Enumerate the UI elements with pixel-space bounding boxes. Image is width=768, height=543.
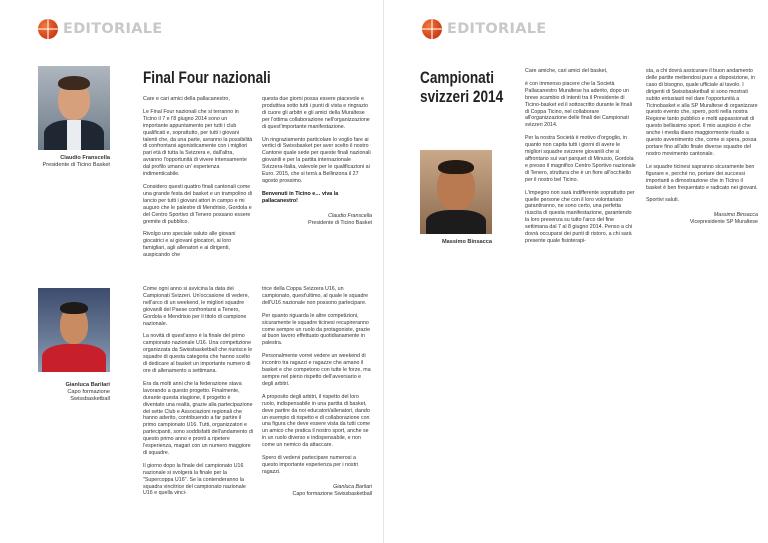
author-name: Gianluca Barilari	[65, 382, 110, 388]
author-role-line1: Capo formazione	[67, 389, 110, 395]
paragraph: Per quanto riguarda le altre competizioni, sicuramente le squadre ticinesi recupireranno come sempre un ruolo da protagoniste, grazie al buon lavoro effettuato quotidianamente in palestra.	[262, 312, 371, 347]
author-caption-barilari	[38, 382, 110, 403]
paragraph: Un ringraziamento particolare lo voglio fare ai vertici di Swissbasket per aver scelto il nostro Cantone quale sede per queste finali nazionali giovanili e per la partita internazionale Svizzera-Italia, valevole per le qualificazioni ai Euro. 2015, che si terrà a Bellinzona il 27 agosto prossimo.	[262, 136, 371, 184]
article3-col2	[646, 68, 758, 226]
article3-col1	[525, 68, 637, 251]
paragraph: trice della Coppa Svizzera U16, un campionato, quest'ultimo, al quale le squadre dell'U16 nazionale non possono partecipare.	[262, 286, 369, 306]
paragraph: Le squadre ticinesi sapranno sicuramente ben figurare e, perché no, portare dei successi importanti a dimostrazione che in Ticino il basket è ben frequentato e radicato nei giovani.	[646, 163, 758, 191]
author-name: Claudio Franscella	[60, 155, 110, 161]
paragraph: Considero questi quattro finali cantonali come una grande festa del basket e un trampolino di lancio per tutti i giovani attori in campo e mi auguro che le palestre di Mendrisio, Gordola e del Centro Sportivo di Tenero possano essere gremite di pubblico.	[143, 183, 252, 225]
article2-col1	[143, 286, 253, 503]
author-caption-franscella	[38, 155, 110, 169]
signature-binsacca	[646, 212, 758, 226]
paragraph: Sportivi saluti.	[646, 197, 679, 204]
article1-col1	[143, 96, 253, 265]
author-name: Massimo Binsacca	[441, 239, 492, 245]
paragraph: Le Final Four nazionali che si terranno in Ticino il 7 e l'8 giugno 2014 sono un importante appuntamento per tutti i club qualificati e, soprattutto, per tutti i giovani talenti che, da una parte, avranno la possibilità di confrontarsi agonisticamente con i migliori pari età di tutta la Svizzera e, dall'altra, avranno l'opportunità di vivere intensamente dal profilo umano un' esperienza indimenticabile.	[143, 108, 253, 178]
signature-role: Presidente di Ticino Basket	[308, 219, 372, 226]
signature-name: Gianluca Barilari	[333, 483, 372, 490]
section-label: EDITORIALE	[447, 21, 547, 37]
title-line-1: Campionati	[420, 68, 495, 87]
basketball-icon	[38, 19, 58, 39]
section-header-right	[422, 14, 546, 44]
signature-franscella	[262, 213, 372, 227]
signature-name: Massimo Binsacca	[713, 212, 758, 219]
signature-barilari	[262, 484, 372, 498]
signature-name: Claudio Franscella	[328, 212, 372, 219]
paragraph: Spero di vedervi partecipare numerosi a questo importante esperienza per i nostri ragazzi.	[262, 455, 358, 475]
paragraph: Care amiche, cari amici del basket,	[525, 68, 608, 74]
paragraph: Rivolgo uno speciale saluto alle giovani giocatrici e ai giovani giocatori, ai loro famigliari, agli allenatori e ai dirigenti, auspicando che	[143, 231, 236, 259]
section-header-left	[38, 14, 162, 44]
welcome-line: Benvenuti in Ticino e… viva la pallacanestro!	[262, 190, 339, 204]
author-photo-barilari	[38, 288, 110, 372]
title-line-2: svizzeri 2014	[420, 87, 504, 106]
paragraph: Era da molti anni che la federazione stava lavorando a questo progetto. Finalmente, durante questa stagione, il progetto è diventato una realtà, grazie alla partecipazione dei sette Club e Associazioni regionali che hanno aderito, contribuendo a far partire il primo campionato U16. Tutti, organizzatori e partecipanti, sono soddisfatti dell'andamento di questo primo anno e pronti a ripetere l'esperienza, magari con un numero maggiore di squadre.	[143, 380, 253, 456]
basketball-icon	[422, 19, 442, 39]
paragraph: è con immenso piacere che la Società Pallacanestro Muraltese ha aderito, dopo un breve scambio di intenti tra il Presidente di Ticino-basket ed il sottoscritto durante le finali di Coppa Ticino, nel collaborare all'organizzazione delle finali dei Campionati svizzeri 2014.	[525, 80, 632, 129]
paragraph: sta, a chi dovrà assicurare il buon andamento delle partite mettendosi pure a disposizione, in caso di bisogno, quale ufficiale al tavolo. I dirigenti di Swissbasketball si sono mostrati subito entusiasti nel dare l'opportunità a Ticinobasket e alla SP Muraltese di organizzare questo evento che, spero, porti nella nostra Regione tanto pubblico e molti appassionati di questo bellissimo sport. Il mio auspicio è che anche i media diano maggiormente risalto a questo avvenimento che, come si spera, possa portare fino all'alto finale diverse squadre del nostro movimento cantonale.	[646, 68, 758, 157]
signature-role: Capo formazione Swissbasketball	[292, 490, 372, 497]
section-label: EDITORIALE	[63, 21, 163, 37]
author-caption-binsacca	[420, 239, 492, 246]
paragraph: Per la nostra Società è motivo d'orgoglio, in quanto non capita tutti i giorni di avere le migliori squadre svizzere giovanili che si affrontano sui vari parquet di Minusio, Gordola e presso il magnifico Centro Sportivo nazionale di Tenero, struttura che è un fiore all'occhiello per il nostro bel Ticino.	[525, 135, 636, 183]
paragraph: Personalmente vorrei vedere un weekend di incontro tra ragazzi e ragazze che amano il basket e che competono con tutte le forze, ma sempre nel pieno rispetto dell'avversario e degli arbitri.	[262, 353, 371, 387]
right-page	[384, 0, 768, 543]
paragraph: L'impegno non sarà indifferente soprattutto per quelle persone che con il loro volontariato garantiranno, ne sono certo, una perfetta riuscita di questa manifestazione, garantendo la loro presenza su tutto l'arco del fine settimana dal 7 al 8 giugno 2014. Penso a chi dovrà occuparsi dei punti di ristoro, a chi sarà presente quale fisioterapi-	[525, 189, 635, 244]
author-photo-binsacca	[420, 150, 492, 234]
signature-role: Vicepresidente SP Muraltese	[689, 219, 758, 226]
article1-col2	[262, 96, 372, 227]
paragraph: Il giorno dopo la finale del campionato U16 nazionale si svolgerà la finale per la "Supercoppa U16". Se la contenderanno la squadra vincitrice del campionato nazionale U16 e quella vinci-	[143, 462, 246, 497]
paragraph: questa due giorni possa essere piacevole e produttiva sotto tutti i punti di vista e ringrazio di cuore gli arbitri e gli amici della Muraltese per l'ottima collaborazione nell'organizzazione di quest'importante manifestazione.	[262, 96, 370, 130]
author-photo-franscella	[38, 66, 110, 150]
paragraph: A proposito degli arbitri, il rispetto del loro ruolo, indispensabile in una partita di basket, deve partire da noi educatori/allenatori, dando un esempio di rispetto e di collaborazione con una figura che deve essere vista da tutti come un amico che pratica il nostro sport, anche se in un ruolo diverso e indispensabile, e non come un nemico da attaccare.	[262, 393, 371, 449]
article2-col2	[262, 286, 372, 498]
author-role-line2: Swissbasketball	[70, 396, 110, 402]
article-title-campionati	[420, 68, 503, 106]
article-title-final-four: Final Four nazionali	[143, 68, 271, 87]
paragraph: La novità di quest'anno è la finale del primo campionato nazionale U16. Una competizione organizzata da Swissbasketball che riunisce le squadre di questa categoria che hanno scelto di dedicare al basket un importante numero di ore di allenamento a settimana.	[143, 333, 253, 374]
paragraph: Come ogni anno si avvicina la data dei Campionati Svizzeri. Un'occasione di vedere, nell'arco di un weekend, le migliori squadre giovanili del Paese confrontarsi a Tenero, Gordola e Mendrisio per il titolo di campione nazionale.	[143, 286, 250, 327]
author-role: Presidente di Ticino Basket	[42, 162, 110, 168]
paragraph: Care e cari amici della pallacanestro,	[143, 96, 230, 102]
